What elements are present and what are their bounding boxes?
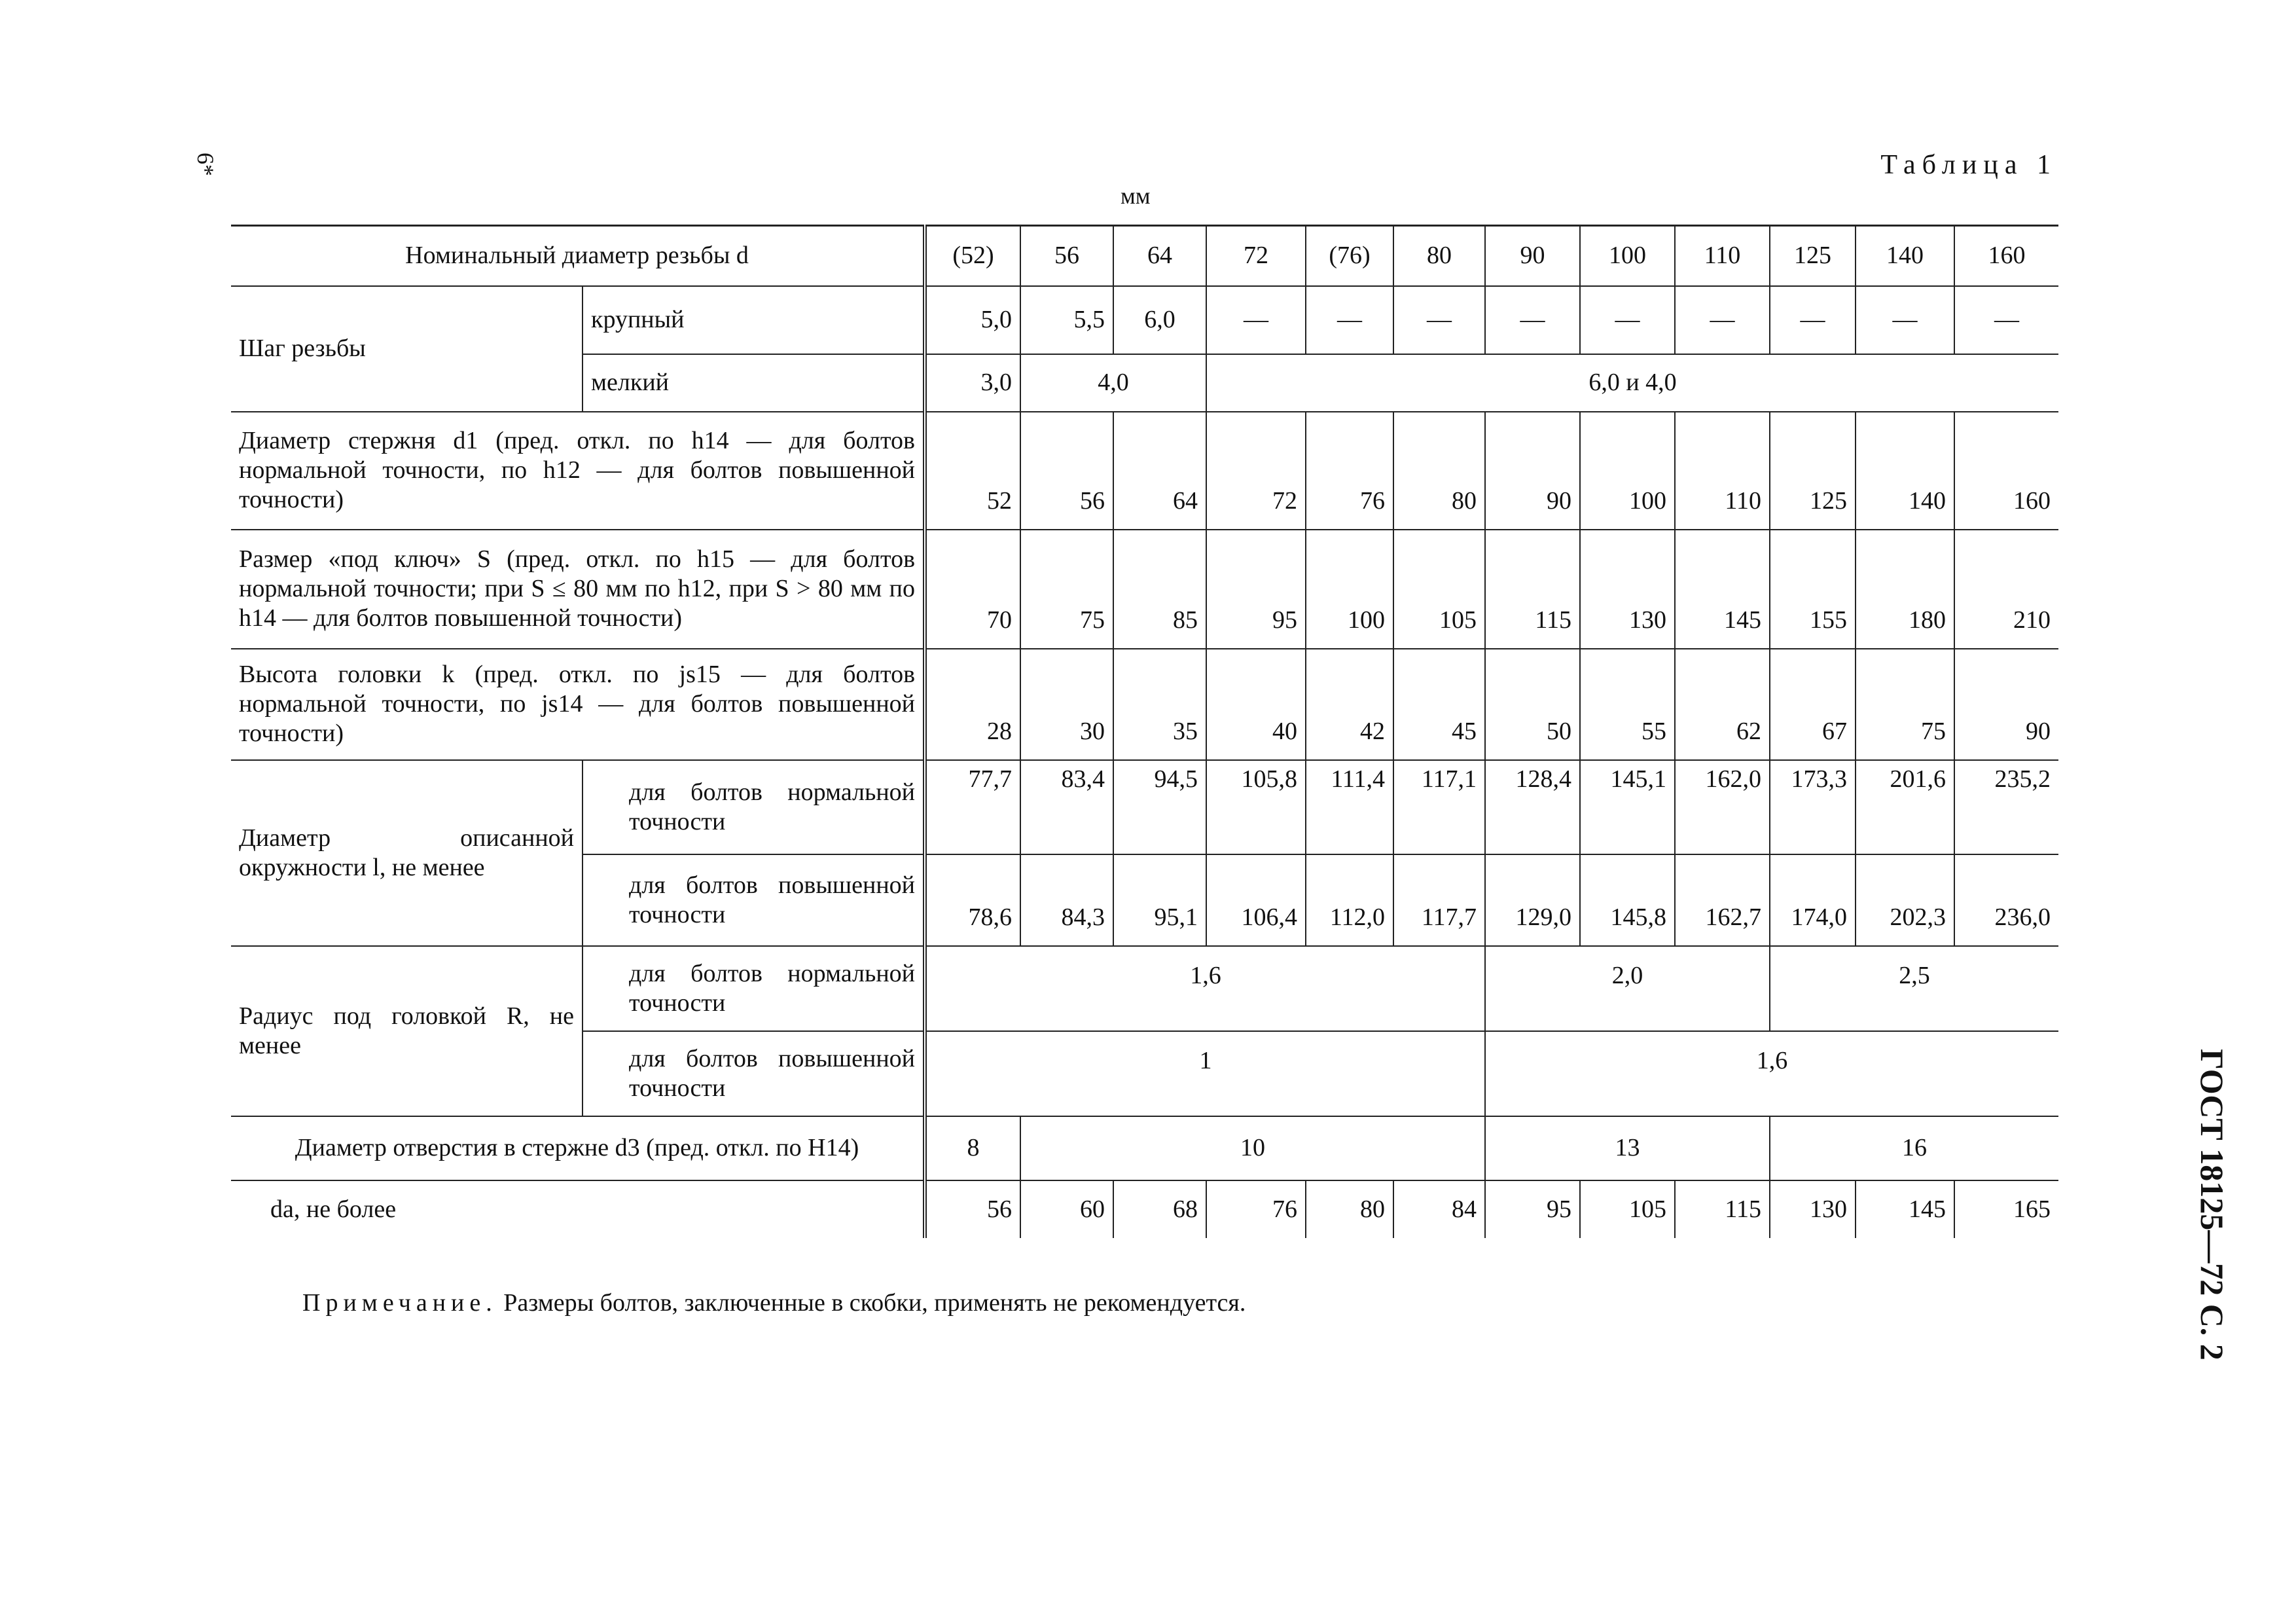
cell-d1: 140	[1856, 412, 1954, 530]
cell-e-normal: 117,1	[1393, 760, 1485, 854]
cell-k: 45	[1393, 649, 1485, 760]
cell-da: 130	[1770, 1180, 1856, 1238]
row-label-nominal-diameter: Номинальный диаметр резьбы d	[231, 226, 925, 286]
cell-d3: 10	[1020, 1116, 1485, 1180]
row-label-shank-diameter: Диаметр стержня d1 (пред. откл. по h14 — для болтов нормальной точности, по h12 — для болтов повышенной точности)	[231, 412, 925, 530]
cell-k: 35	[1113, 649, 1206, 760]
cell-pitch-coarse: 5,0	[925, 286, 1020, 354]
cell-d1: 72	[1206, 412, 1306, 530]
cell-d1: 110	[1675, 412, 1770, 530]
cell-d: 100	[1580, 226, 1675, 286]
sub-label-normal: для болтов нормальной точности	[583, 760, 925, 854]
cell-e-increased: 112,0	[1306, 854, 1393, 946]
cell-e-normal: 162,0	[1675, 760, 1770, 854]
cell-e-increased: 78,6	[925, 854, 1020, 946]
cell-d: 125	[1770, 226, 1856, 286]
cell-d: 160	[1954, 226, 2058, 286]
cell-e-normal: 105,8	[1206, 760, 1306, 854]
gost-stamp: ГОСТ 18125—72 С. 2	[2194, 1049, 2231, 1360]
cell-s: 155	[1770, 530, 1856, 649]
row-wrench-size	[231, 530, 2058, 649]
row-label-pitch: Шаг резьбы	[231, 286, 583, 412]
cell-s: 115	[1485, 530, 1580, 649]
cell-d: 110	[1675, 226, 1770, 286]
cell-d1: 64	[1113, 412, 1206, 530]
row-label-wrench-size: Размер «под ключ» S (пред. откл. по h15 — для болтов нормальной точности; при S ≤ 80 мм по h12, при S > 80 мм по h14 — для болтов повышенной точности)	[231, 530, 925, 649]
cell-e-normal: 128,4	[1485, 760, 1580, 854]
cell-pitch-coarse: 6,0	[1113, 286, 1206, 354]
cell-e-increased: 202,3	[1856, 854, 1954, 946]
row-label-hole-diameter: Диаметр отверстия в стержне d3 (пред. откл. по H14)	[231, 1116, 925, 1180]
cell-e-normal: 111,4	[1306, 760, 1393, 854]
cell-d1: 80	[1393, 412, 1485, 530]
cell-pitch-coarse: —	[1206, 286, 1306, 354]
cell-da: 84	[1393, 1180, 1485, 1238]
cell-d1: 125	[1770, 412, 1856, 530]
cell-k: 67	[1770, 649, 1856, 760]
note-lead: Примечание.	[302, 1289, 497, 1317]
cell-r-increased: 1	[925, 1031, 1485, 1116]
cell-s: 70	[925, 530, 1020, 649]
cell-e-increased: 162,7	[1675, 854, 1770, 946]
row-circle-normal	[231, 760, 2058, 854]
table-note	[302, 1288, 1246, 1317]
cell-k: 50	[1485, 649, 1580, 760]
sub-label-coarse: крупный	[583, 286, 925, 354]
cell-da: 76	[1206, 1180, 1306, 1238]
cell-pitch-coarse: —	[1954, 286, 2058, 354]
cell-e-normal: 77,7	[925, 760, 1020, 854]
cell-d: 72	[1206, 226, 1306, 286]
cell-k: 75	[1856, 649, 1954, 760]
cell-e-increased: 145,8	[1580, 854, 1675, 946]
cell-s: 100	[1306, 530, 1393, 649]
sub-label-fine: мелкий	[583, 354, 925, 412]
cell-da: 105	[1580, 1180, 1675, 1238]
cell-s: 105	[1393, 530, 1485, 649]
cell-d1: 160	[1954, 412, 2058, 530]
row-shank-diameter	[231, 412, 2058, 530]
cell-e-normal: 94,5	[1113, 760, 1206, 854]
sub-label-increased: для болтов повышенной точности	[583, 1031, 925, 1116]
page-mark: 6*	[192, 153, 219, 176]
cell-s: 75	[1020, 530, 1113, 649]
note-text: Размеры болтов, заключенные в скобки, применять не рекомендуется.	[503, 1289, 1246, 1317]
sub-label-normal: для болтов нормальной точности	[583, 946, 925, 1031]
cell-d1: 100	[1580, 412, 1675, 530]
cell-e-increased: 129,0	[1485, 854, 1580, 946]
cell-k: 90	[1954, 649, 2058, 760]
cell-e-normal: 235,2	[1954, 760, 2058, 854]
cell-pitch-fine: 6,0 и 4,0	[1206, 354, 2058, 412]
cell-s: 85	[1113, 530, 1206, 649]
cell-s: 130	[1580, 530, 1675, 649]
cell-pitch-coarse: —	[1675, 286, 1770, 354]
cell-k: 42	[1306, 649, 1393, 760]
cell-d: 64	[1113, 226, 1206, 286]
cell-e-increased: 95,1	[1113, 854, 1206, 946]
cell-d: 90	[1485, 226, 1580, 286]
cell-e-normal: 145,1	[1580, 760, 1675, 854]
cell-d1: 76	[1306, 412, 1393, 530]
cell-e-increased: 117,7	[1393, 854, 1485, 946]
cell-da: 165	[1954, 1180, 2058, 1238]
cell-e-increased: 236,0	[1954, 854, 2058, 946]
cell-d1: 56	[1020, 412, 1113, 530]
row-hole-diameter	[231, 1116, 2058, 1180]
cell-pitch-coarse: —	[1770, 286, 1856, 354]
cell-e-normal: 173,3	[1770, 760, 1856, 854]
row-label-head-height: Высота головки k (пред. откл. по js15 — для болтов нормальной точности, по js14 — для болтов повышенной точности)	[231, 649, 925, 760]
cell-s: 180	[1856, 530, 1954, 649]
cell-e-increased: 84,3	[1020, 854, 1113, 946]
cell-k: 30	[1020, 649, 1113, 760]
cell-d3: 16	[1770, 1116, 2058, 1180]
cell-e-increased: 174,0	[1770, 854, 1856, 946]
cell-pitch-coarse: —	[1485, 286, 1580, 354]
cell-d3: 8	[925, 1116, 1020, 1180]
cell-r-normal: 2,5	[1770, 946, 2058, 1031]
cell-r-normal: 1,6	[925, 946, 1485, 1031]
row-da	[231, 1180, 2058, 1238]
cell-k: 28	[925, 649, 1020, 760]
row-label-radius: Радиус под головкой R, не менее	[231, 946, 583, 1116]
cell-pitch-coarse: —	[1856, 286, 1954, 354]
cell-d: 56	[1020, 226, 1113, 286]
row-label-circumscribed-diameter: Диаметр описанной окружности l, не менее	[231, 760, 583, 946]
cell-d: 140	[1856, 226, 1954, 286]
cell-pitch-coarse: —	[1393, 286, 1485, 354]
cell-da: 95	[1485, 1180, 1580, 1238]
cell-d: (52)	[925, 226, 1020, 286]
cell-da: 145	[1856, 1180, 1954, 1238]
cell-r-normal: 2,0	[1485, 946, 1770, 1031]
row-label-da: da, не более	[231, 1180, 925, 1238]
cell-d1: 90	[1485, 412, 1580, 530]
row-head-height	[231, 649, 2058, 760]
cell-pitch-fine: 3,0	[925, 354, 1020, 412]
cell-da: 80	[1306, 1180, 1393, 1238]
cell-da: 115	[1675, 1180, 1770, 1238]
cell-pitch-coarse: 5,5	[1020, 286, 1113, 354]
cell-s: 145	[1675, 530, 1770, 649]
cell-da: 56	[925, 1180, 1020, 1238]
cell-pitch-coarse: —	[1580, 286, 1675, 354]
cell-d3: 13	[1485, 1116, 1770, 1180]
cell-d: (76)	[1306, 226, 1393, 286]
cell-k: 55	[1580, 649, 1675, 760]
spec-table	[231, 225, 2058, 1238]
row-pitch-coarse	[231, 286, 2058, 354]
cell-da: 60	[1020, 1180, 1113, 1238]
row-radius-normal	[231, 946, 2058, 1031]
cell-k: 40	[1206, 649, 1306, 760]
row-nominal-diameter	[231, 226, 2058, 286]
cell-s: 95	[1206, 530, 1306, 649]
cell-r-increased: 1,6	[1485, 1031, 2058, 1116]
cell-da: 68	[1113, 1180, 1206, 1238]
cell-pitch-fine: 4,0	[1020, 354, 1206, 412]
cell-e-normal: 201,6	[1856, 760, 1954, 854]
cell-pitch-coarse: —	[1306, 286, 1393, 354]
cell-d1: 52	[925, 412, 1020, 530]
cell-d: 80	[1393, 226, 1485, 286]
unit-label: мм	[1121, 183, 1151, 209]
cell-k: 62	[1675, 649, 1770, 760]
cell-s: 210	[1954, 530, 2058, 649]
cell-e-normal: 83,4	[1020, 760, 1113, 854]
sub-label-increased: для болтов повышенной точности	[583, 854, 925, 946]
cell-e-increased: 106,4	[1206, 854, 1306, 946]
table-label: Таблица 1	[1880, 150, 2057, 180]
